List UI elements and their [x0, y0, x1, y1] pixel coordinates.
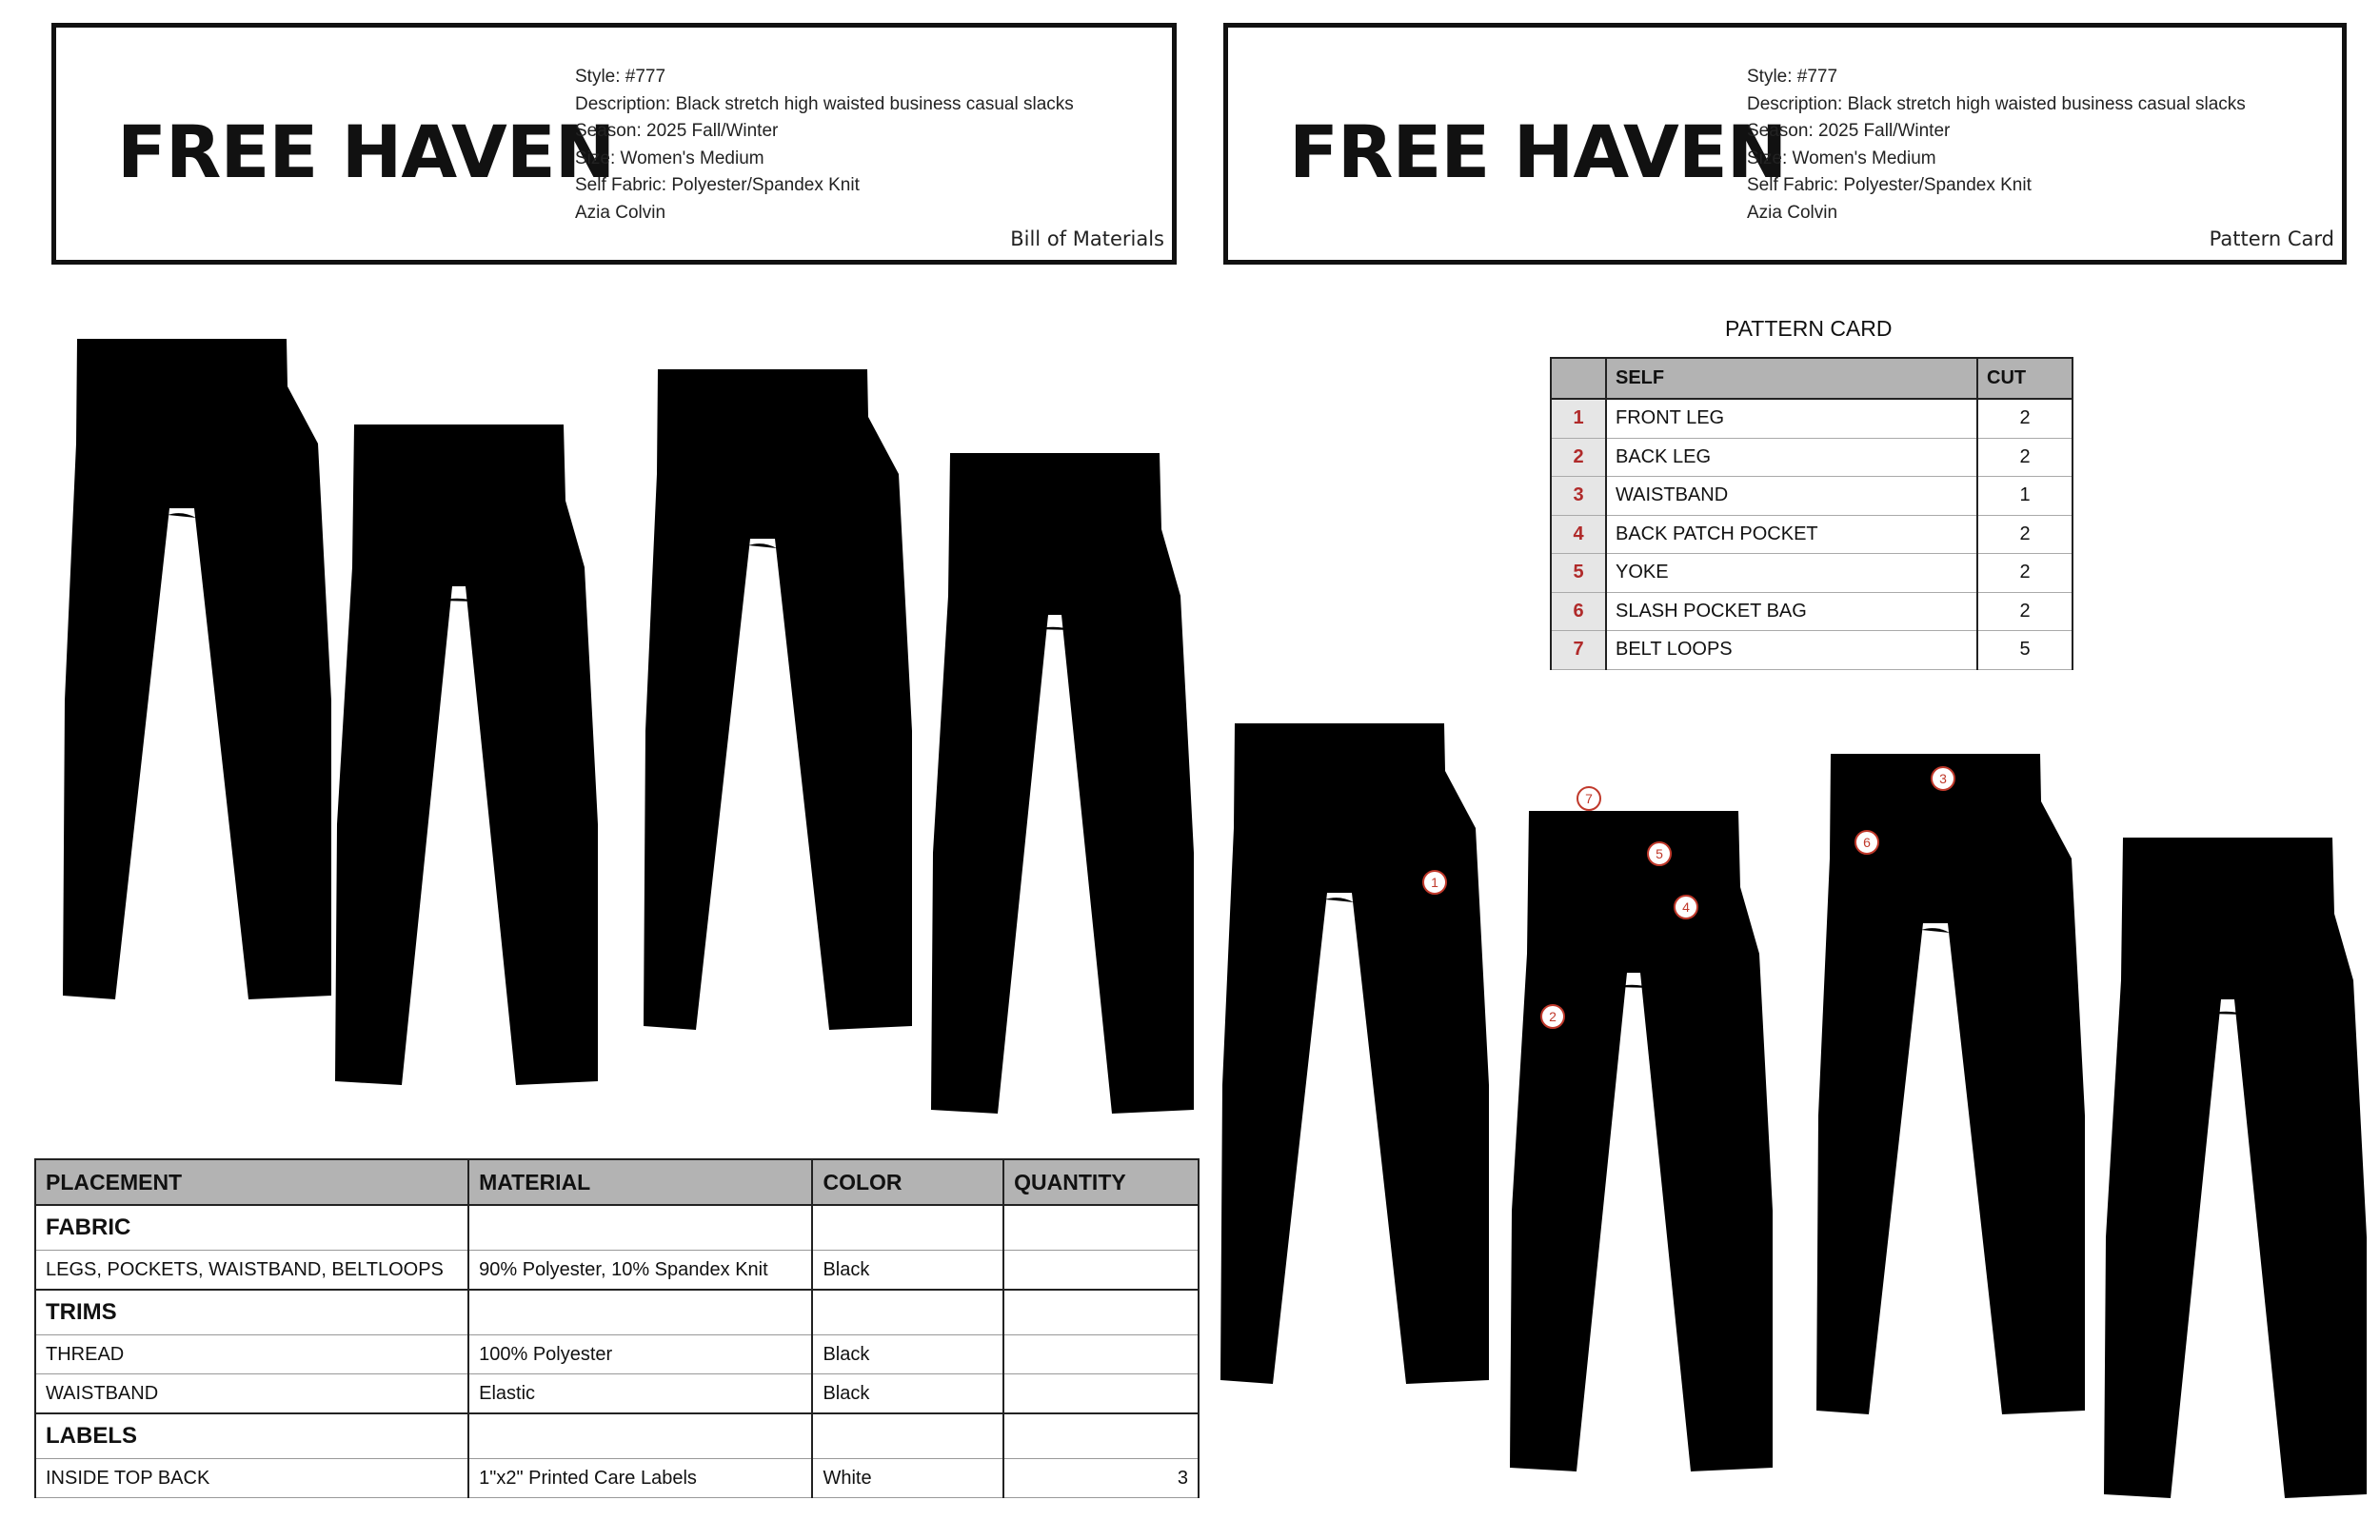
- table-row: [1551, 631, 2073, 670]
- pattern-piece-number: 3: [1551, 477, 1606, 516]
- bom-header-row: [35, 1159, 1199, 1205]
- pattern-col-num: [1551, 358, 1606, 399]
- pattern-piece-cut: 2: [1977, 399, 2073, 438]
- page-title: Bill of Materials: [1010, 227, 1164, 250]
- bom-color: Black: [812, 1374, 1003, 1414]
- style-number: Style: #777: [1747, 67, 1838, 87]
- bom-color: White: [812, 1459, 1003, 1498]
- table-row: [1551, 554, 2073, 593]
- pattern-callout-4: 4: [1674, 895, 1698, 919]
- pattern-piece-name: BELT LOOPS: [1606, 631, 1977, 670]
- pattern-card-table: [1550, 357, 2073, 670]
- designer-name: Azia Colvin: [575, 202, 666, 223]
- style-size: Size: Women's Medium: [1747, 148, 1936, 168]
- bom-section-row: [35, 1413, 1199, 1459]
- pattern-back-inside-sketch: [2104, 838, 2380, 1504]
- table-row: [35, 1459, 1199, 1498]
- table-row: [1551, 592, 2073, 631]
- bom-section-title: TRIMS: [35, 1290, 468, 1335]
- pattern-piece-number: 1: [1551, 399, 1606, 438]
- bom-section-title: LABELS: [35, 1413, 468, 1459]
- bom-table: [34, 1158, 1200, 1498]
- bom-placement: THREAD: [35, 1335, 468, 1374]
- bom-quantity: 3: [1003, 1459, 1199, 1498]
- pattern-piece-name: SLASH POCKET BAG: [1606, 592, 1977, 631]
- pattern-callout-6: 6: [1854, 830, 1879, 855]
- pattern-callout-1: 1: [1422, 870, 1447, 895]
- front-view-sketch: [63, 339, 339, 1005]
- bom-material: Elastic: [468, 1374, 812, 1414]
- pattern-front-sketch: [1220, 723, 1497, 1390]
- pattern-piece-cut: 2: [1977, 592, 2073, 631]
- style-number: Style: #777: [575, 67, 666, 87]
- pattern-piece-name: BACK LEG: [1606, 438, 1977, 477]
- pattern-piece-cut: 1: [1977, 477, 2073, 516]
- style-size: Size: Women's Medium: [575, 148, 764, 168]
- style-description: Description: Black stretch high waisted business casual slacks: [1747, 93, 2246, 114]
- designer-name: Azia Colvin: [1747, 202, 1838, 223]
- pattern-col-self: SELF: [1606, 358, 1977, 399]
- pattern-piece-cut: 2: [1977, 438, 2073, 477]
- table-row: [35, 1374, 1199, 1414]
- bom-col-placement: PLACEMENT: [35, 1159, 468, 1205]
- style-description: Description: Black stretch high waisted business casual slacks: [575, 93, 1074, 114]
- page-title: Pattern Card: [2209, 227, 2334, 250]
- bom-header: [51, 23, 1177, 265]
- table-row: [1551, 399, 2073, 438]
- style-season: Season: 2025 Fall/Winter: [575, 121, 779, 141]
- pattern-piece-name: WAISTBAND: [1606, 477, 1977, 516]
- bom-placement: WAISTBAND: [35, 1374, 468, 1414]
- brand-logo: FREE HAVEN: [1289, 109, 1787, 194]
- pattern-back-sketch: [1510, 811, 1786, 1477]
- bom-material: 90% Polyester, 10% Spandex Knit: [468, 1251, 812, 1291]
- bom-col-quantity: QUANTITY: [1003, 1159, 1199, 1205]
- brand-logo: FREE HAVEN: [117, 109, 615, 194]
- bom-color: Black: [812, 1251, 1003, 1291]
- pattern-piece-number: 5: [1551, 554, 1606, 593]
- bom-col-color: COLOR: [812, 1159, 1003, 1205]
- pattern-piece-name: YOKE: [1606, 554, 1977, 593]
- pattern-piece-cut: 2: [1977, 515, 2073, 554]
- bom-material: 1"x2" Printed Care Labels: [468, 1459, 812, 1498]
- front-inside-sketch: [644, 369, 920, 1036]
- table-row: [1551, 477, 2073, 516]
- pattern-piece-name: FRONT LEG: [1606, 399, 1977, 438]
- pattern-card-header: [1223, 23, 2347, 265]
- pattern-piece-cut: 5: [1977, 631, 2073, 670]
- bom-quantity: [1003, 1335, 1199, 1374]
- pattern-piece-number: 4: [1551, 515, 1606, 554]
- pattern-callout-5: 5: [1647, 841, 1672, 866]
- table-row: [1551, 438, 2073, 477]
- pattern-callout-7: 7: [1577, 786, 1601, 811]
- bom-section-title: FABRIC: [35, 1205, 468, 1251]
- style-info: [1747, 64, 2246, 227]
- pattern-callout-3: 3: [1931, 766, 1955, 791]
- pattern-piece-cut: 2: [1977, 554, 2073, 593]
- pattern-front-inside-sketch: [1816, 754, 2092, 1420]
- bom-quantity: [1003, 1251, 1199, 1291]
- bom-color: Black: [812, 1335, 1003, 1374]
- pattern-piece-number: 2: [1551, 438, 1606, 477]
- bom-placement: LEGS, POCKETS, WAISTBAND, BELTLOOPS: [35, 1251, 468, 1291]
- bom-section-row: [35, 1290, 1199, 1335]
- style-fabric: Self Fabric: Polyester/Spandex Knit: [575, 175, 860, 195]
- pattern-col-cut: CUT: [1977, 358, 2073, 399]
- style-season: Season: 2025 Fall/Winter: [1747, 121, 1951, 141]
- pattern-piece-number: 6: [1551, 592, 1606, 631]
- pattern-card-title: PATTERN CARD: [1725, 316, 1893, 341]
- pattern-piece-name: BACK PATCH POCKET: [1606, 515, 1977, 554]
- bom-placement: INSIDE TOP BACK: [35, 1459, 468, 1498]
- bom-section-row: [35, 1205, 1199, 1251]
- style-info: [575, 64, 1074, 227]
- bom-material: 100% Polyester: [468, 1335, 812, 1374]
- back-view-sketch: [335, 424, 611, 1091]
- style-fabric: Self Fabric: Polyester/Spandex Knit: [1747, 175, 2032, 195]
- table-row: [1551, 515, 2073, 554]
- bom-quantity: [1003, 1374, 1199, 1414]
- pattern-piece-number: 7: [1551, 631, 1606, 670]
- bom-col-material: MATERIAL: [468, 1159, 812, 1205]
- pattern-callout-2: 2: [1540, 1004, 1565, 1029]
- back-inside-sketch: [931, 453, 1207, 1119]
- table-row: [35, 1251, 1199, 1291]
- table-row: [35, 1335, 1199, 1374]
- pattern-header-row: [1551, 358, 2073, 399]
